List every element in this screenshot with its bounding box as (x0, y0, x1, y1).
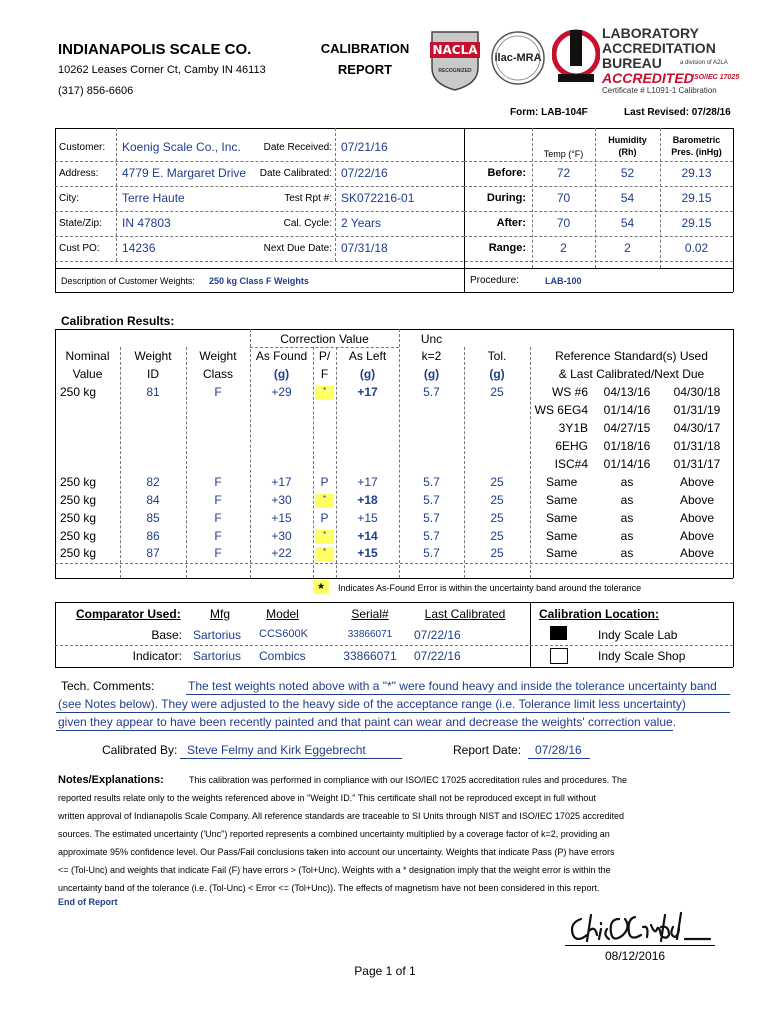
weight-class: F (214, 385, 222, 399)
ilac-text: ilac-MRA (494, 52, 542, 64)
standard-next: 01/31/17 (673, 457, 721, 471)
calibrated-label: Date Calibrated: (259, 168, 332, 179)
env-label-after: After: (496, 217, 526, 229)
base-last: 07/22/16 (414, 628, 461, 642)
env-rh-during: 54 (620, 191, 635, 205)
as-left: +17 (357, 385, 378, 399)
as-found: +29 (271, 385, 292, 399)
nominal-value: 250 kg (60, 385, 97, 399)
notes-line-6: <= (Tol-Unc) and weights that indicate Fail (F) have errors > (Tol+Unc). Weights with a * designation imply that the weight error is within the (58, 865, 611, 875)
standard-next: 01/31/19 (673, 403, 721, 417)
ref-as: as (620, 493, 634, 507)
as-found: +30 (271, 529, 292, 543)
company-address: 10262 Leases Corner Ct, Camby IN 46113 (58, 64, 266, 76)
testrpt-value: SK072216-01 (341, 191, 415, 205)
lab-line-3: BUREAU (602, 55, 662, 71)
company-phone: (317) 856-6606 (58, 85, 134, 97)
lab-iso: ISO/IEC 17025 (692, 74, 740, 81)
as-left: +15 (357, 546, 378, 560)
ref-as: as (620, 475, 634, 489)
notes-line-4: sources. The estimated uncertainty ('Unc") reported represents a combined uncertainty multiplied by a coverage factor of k=2, providing an (58, 829, 610, 839)
statezip-label: State/Zip: (59, 218, 102, 229)
weight-class: F (214, 546, 222, 560)
report-date-value: 07/28/16 (535, 743, 582, 757)
company-name: INDIANAPOLIS SCALE CO. (58, 41, 252, 58)
weight-id: 85 (146, 511, 160, 525)
comparator-header: Comparator Used: (76, 607, 181, 621)
procedure-label: Procedure: (470, 275, 519, 286)
notes-line-5: approximate 95% confidence level. Our Pass/Fail conclusions taken into account our uncertainty. Weights that indicate Pass (P) have errors (58, 847, 615, 857)
standard-name: WS #6 (551, 385, 588, 399)
nacla-text: NACLA (432, 43, 478, 57)
uncertainty: 5.7 (423, 546, 440, 560)
end-of-report: End of Report (58, 897, 118, 907)
comments-line-3: given they appear to have been recently painted and that paint can wear and decrease the weights' correction value. (58, 715, 677, 729)
weight-id: 87 (146, 546, 160, 560)
base-model: CCS600K (259, 628, 308, 640)
indicator-serial: 33866071 (343, 649, 397, 663)
standard-next: 04/30/18 (673, 385, 721, 399)
weight-class: F (214, 529, 222, 543)
city-value: Terre Haute (122, 191, 185, 205)
comments-line-1: The test weights noted above with a "*" were found heavy and inside the tolerance uncertainty band (188, 679, 717, 693)
ref-as: as (620, 529, 634, 543)
indicator-last: 07/22/16 (414, 649, 461, 663)
as-found: +22 (271, 546, 292, 560)
correction-header: Correction Value (280, 332, 369, 346)
last-calibrated-header: Last Calibrated (424, 607, 506, 621)
ref-above: Above (679, 493, 715, 507)
report-date-label: Report Date: (453, 743, 522, 757)
serial-header: Serial# (351, 607, 389, 621)
statezip-value: IN 47803 (122, 216, 171, 230)
env-pres-after: 29.15 (681, 216, 712, 230)
legend-star-icon: * (313, 580, 329, 594)
city-label: City: (59, 193, 79, 204)
env-label-before: Before: (487, 167, 526, 179)
uncertainty: 5.7 (423, 475, 440, 489)
standard-last: 04/27/15 (603, 421, 651, 435)
class-header-2: Class (202, 367, 233, 381)
testrpt-label: Test Rpt #: (284, 193, 332, 204)
lab-line-1: LABORATORY (602, 25, 699, 41)
standard-next: 04/30/17 (673, 421, 721, 435)
customer-label: Customer: (59, 142, 106, 153)
ref-same: Same (546, 511, 578, 525)
uncertainty: 5.7 (423, 493, 440, 507)
location-checkbox-lab[interactable] (550, 626, 567, 640)
po-value: 14236 (122, 241, 156, 255)
standard-name: 6EHG (555, 439, 588, 453)
ref-same: Same (546, 493, 578, 507)
tolerance: 25 (490, 493, 504, 507)
weightid-header-1: Weight (134, 349, 172, 363)
asleft-header-1: As Left (348, 349, 387, 363)
comments-label: Tech. Comments: (61, 679, 155, 693)
nominal-value: 250 kg (60, 511, 97, 525)
tolerance: 25 (490, 385, 504, 399)
received-value: 07/21/16 (341, 140, 388, 154)
env-pres-range: 0.02 (684, 241, 709, 255)
nominal-value: 250 kg (60, 529, 97, 543)
weight-id: 84 (146, 493, 160, 507)
weight-id: 81 (146, 385, 160, 399)
env-temp-range: 2 (560, 241, 567, 255)
as-left: +14 (357, 529, 378, 543)
ref-above: Above (679, 546, 715, 560)
standard-name: WS 6EG4 (534, 403, 588, 417)
mfg-header: Mfg (209, 607, 230, 621)
as-found: +15 (271, 511, 292, 525)
base-label: Base: (151, 628, 182, 642)
k-header-2: (g) (423, 367, 440, 381)
calibrated-value: 07/22/16 (341, 166, 388, 180)
nominal-value: 250 kg (60, 546, 97, 560)
class-header-1: Weight (199, 349, 237, 363)
asfound-header-1: As Found (255, 349, 308, 363)
pressure-header-1: Barometric (672, 135, 721, 145)
base-mfg: Sartorius (193, 628, 242, 642)
nominal-value: 250 kg (60, 475, 97, 489)
env-pres-during: 29.15 (681, 191, 712, 205)
cycle-value: 2 Years (341, 216, 382, 230)
comments-line-2: (see Notes below). They were adjusted to the heavy side of the acceptance range (i.e. Tolerance limit less uncertainty) (58, 697, 686, 711)
k-header-1: k=2 (421, 349, 442, 363)
last-revised: Last Revised: 07/28/16 (624, 107, 731, 118)
doc-title-1: CALIBRATION (320, 41, 410, 56)
weight-class: F (214, 511, 222, 525)
indicator-mfg: Sartorius (193, 649, 242, 663)
description-label: Description of Customer Weights: (61, 276, 195, 286)
location-checkbox-shop[interactable] (550, 648, 568, 664)
ref-as: as (620, 511, 634, 525)
as-found: +17 (271, 475, 292, 489)
standard-last: 01/18/16 (603, 439, 651, 453)
pass-fail: * (315, 494, 334, 508)
po-label: Cust PO: (59, 243, 100, 254)
indicator-label: Indicator: (132, 649, 182, 663)
as-left: +18 (357, 493, 378, 507)
cycle-label: Cal. Cycle: (283, 218, 332, 229)
notes-line-2: reported results relate only to the weights referenced above in "Weight ID." This certificate shall not be reproduced except in full without (58, 793, 596, 803)
address-label: Address: (59, 168, 99, 179)
ref-above: Above (679, 529, 715, 543)
nacla-sub: RECOGNIZED (438, 68, 472, 74)
nominal-value: 250 kg (60, 493, 97, 507)
standard-name: 3Y1B (558, 421, 588, 435)
uncertainty: 5.7 (423, 385, 440, 399)
ref-same: Same (546, 529, 578, 543)
temp-header: Temp (°F) (543, 149, 584, 159)
lab-division: a division of A2LA (680, 60, 728, 66)
customer-name: Koenig Scale Co., Inc. (122, 140, 241, 154)
legend-text: Indicates As-Found Error is within the uncertainty band around the tolerance (338, 583, 642, 593)
env-temp-before: 72 (556, 166, 571, 180)
asfound-header-2: (g) (273, 367, 290, 381)
model-header: Model (266, 607, 299, 621)
address-value: 4779 E. Margaret Drive (122, 166, 247, 180)
ref-as: as (620, 546, 634, 560)
unc-header: Unc (420, 332, 443, 346)
ref-same: Same (546, 475, 578, 489)
standard-name: ISC#4 (554, 457, 588, 471)
notes-line-1: This calibration was performed in compliance with our ISO/IEC 17025 accreditation rules and procedures. The (189, 775, 628, 785)
tolerance: 25 (490, 546, 504, 560)
weight-id: 86 (146, 529, 160, 543)
signature-date: 08/12/2016 (605, 949, 666, 963)
pf-header-1: P/ (318, 349, 331, 363)
ilac-logo (486, 28, 550, 92)
notes-line-3: written approval of Indianapolis Scale Company. All reference standards are traceable to SI Units through NIST and ISO/IEC 17025 accredited (58, 811, 624, 821)
humidity-header-1: Humidity (608, 135, 647, 145)
base-serial: 33866071 (347, 629, 393, 640)
location-header: Calibration Location: (539, 607, 659, 621)
procedure-value: LAB-100 (545, 276, 582, 286)
env-temp-after: 70 (556, 216, 571, 230)
tolerance: 25 (490, 529, 504, 543)
uncertainty: 5.7 (423, 511, 440, 525)
tolerance: 25 (490, 475, 504, 489)
nominal-header-2: Value (72, 367, 103, 381)
calibrated-by-label: Calibrated By: (102, 743, 178, 757)
ref-header-2: & Last Calibrated/Next Due (558, 367, 705, 381)
location-shop-label: Indy Scale Shop (598, 649, 686, 663)
env-label-during: During: (486, 192, 526, 204)
nextdue-value: 07/31/18 (341, 241, 388, 255)
nominal-header-1: Nominal (65, 349, 110, 363)
received-label: Date Received: (263, 142, 332, 153)
description-value: 250 kg Class F Weights (209, 276, 309, 286)
env-pres-before: 29.13 (681, 166, 712, 180)
ref-same: Same (546, 546, 578, 560)
lab-logo (552, 22, 742, 98)
ref-above: Above (679, 475, 715, 489)
weightid-header-2: ID (147, 367, 159, 381)
env-rh-range: 2 (624, 241, 631, 255)
standard-last: 04/13/16 (603, 385, 651, 399)
pass-fail: * (315, 547, 334, 561)
tol-header-2: (g) (489, 367, 505, 381)
standard-last: 01/14/16 (603, 403, 651, 417)
indicator-model: Combics (259, 649, 306, 663)
pressure-header-2: Pres. (inHg) (671, 147, 722, 157)
weight-class: F (214, 493, 222, 507)
notes-label: Notes/Explanations: (58, 774, 164, 786)
page-number: Page 1 of 1 (354, 964, 416, 978)
form-number: Form: LAB-104F (510, 107, 588, 118)
lab-accredited: ACCREDITED (602, 70, 694, 86)
asleft-header-2: (g) (359, 367, 376, 381)
env-rh-before: 52 (620, 166, 635, 180)
pf-header-2: F (320, 367, 329, 381)
ref-above: Above (679, 511, 715, 525)
pass-fail: P (320, 511, 329, 525)
standard-last: 01/14/16 (603, 457, 651, 471)
env-label-range: Range: (488, 242, 526, 254)
tol-header-1: Tol. (487, 349, 507, 363)
as-left: +15 (357, 511, 378, 525)
doc-title-2: REPORT (337, 62, 393, 77)
location-lab-label: Indy Scale Lab (598, 628, 678, 642)
lab-cert: Certificate # L1091-1 Calibration (602, 86, 717, 95)
pass-fail: * (315, 386, 334, 400)
standard-next: 01/31/18 (673, 439, 721, 453)
tolerance: 25 (490, 511, 504, 525)
notes-line-7: uncertainty band of the tolerance (i.e. (Tol-Unc) < Error <= (Tol+Unc)). The effects of magnetism have not been considered in this report. (58, 883, 600, 893)
as-found: +30 (271, 493, 292, 507)
env-rh-after: 54 (620, 216, 635, 230)
pass-fail: * (315, 530, 334, 544)
nacla-logo (428, 28, 482, 92)
uncertainty: 5.7 (423, 529, 440, 543)
pass-fail: P (320, 475, 329, 489)
env-temp-during: 70 (556, 191, 571, 205)
weight-id: 82 (146, 475, 160, 489)
weight-class: F (214, 475, 222, 489)
nextdue-label: Next Due Date: (263, 243, 332, 254)
lab-line-2: ACCREDITATION (602, 40, 716, 56)
ref-header-1: Reference Standard(s) Used (555, 349, 708, 363)
signature-image (565, 905, 715, 950)
calibrated-by-value: Steve Felmy and Kirk Eggebrecht (187, 743, 366, 757)
results-title: Calibration Results: (61, 314, 175, 328)
humidity-header-2: (Rh) (618, 147, 637, 157)
as-left: +17 (357, 475, 378, 489)
